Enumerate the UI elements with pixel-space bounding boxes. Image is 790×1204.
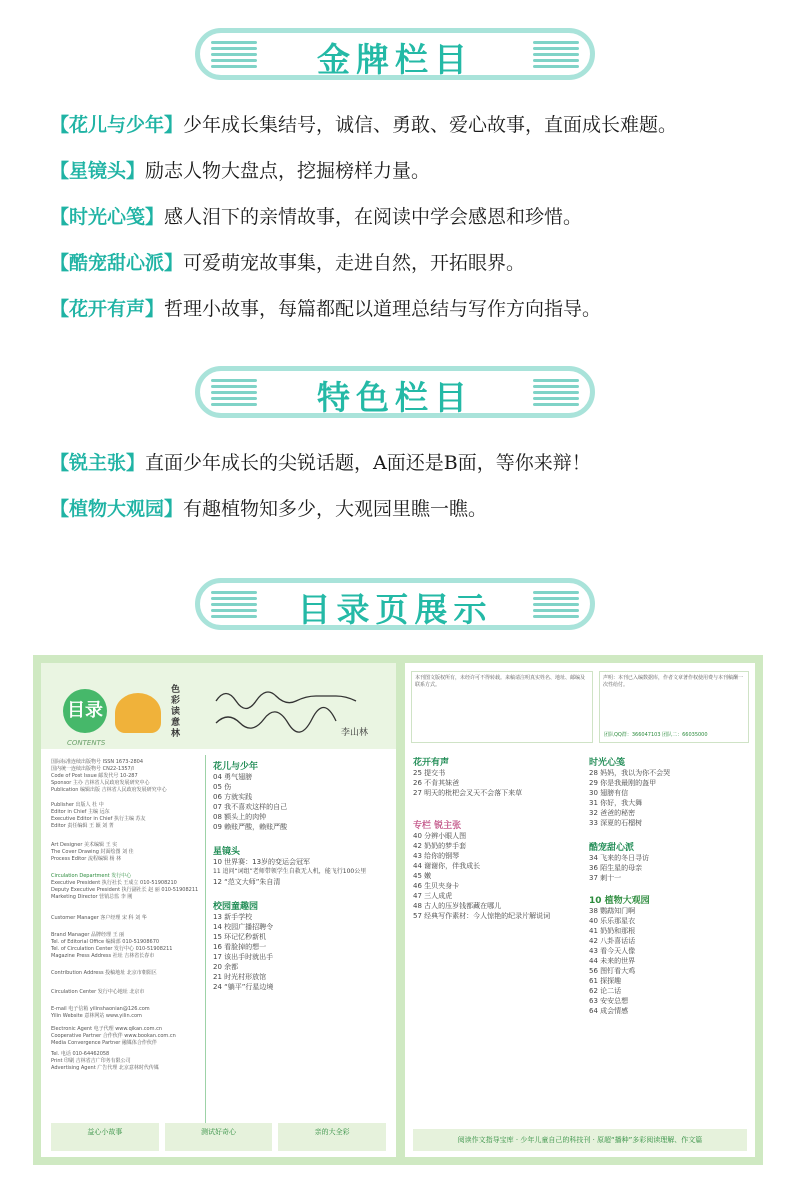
left-contents [213, 759, 391, 992]
toc-entry: 10 世界赛：13岁的变运会冠军 [213, 858, 311, 866]
toc-entry: 07 我不喜欢这样的自己 [213, 803, 288, 811]
toc-entry: 61 探探趣 [589, 977, 622, 985]
imprint-block: 国际标准连续出版物号 ISSN 1673-2804 国内统一连续出版物号 CN22-1357/I Code of Post Issue 邮发代号 10-287 Sponsor 主办 吉林省人民政府发展研究中心 Publication 编辑出版 吉林省人民政府发展研究中心 Publisher 出版人 杜 中 Editor in Chief 主编 远东 Executive Editor in Chief 执行主编 苏友 Editor 责任编辑 王 颖 刘 菁 Art Designer 美术编辑 王 实 The Cover Drawing 封面绘图 刘 佳 Process Editor 流程编辑 杨 林 Circulation Department 发行中心 Executive President 执行社长 王成立 010-51908210 Deputy Executive President 执行副社长 赵 丽 010-51908211 Marketing Director 营销总监 李 刚 Customer Manager 客户经理 宋 科 刘 华 Brand Manager 品牌经理 王 丽 Tel. of Editorial Office 编辑部 010-51908670 Tel. of Circulation Center 发行中心 010-51908211 Magazine Press Address 社址 吉林省长春市 Contribution Address 投稿地址 北京市朝阳区 Circulation Center 发行中心地址 北京市 E-mail 电子信箱 yilinshaonian@126.com Yilin Website 意林网站 www.yilin.com Electronic Agent 电子代理 www.qikan.com.cn Cooperative Partner 合作伙伴 www.bookan.com.cn Media Convergence Partner 融媒体合作伙伴 Tel. 电话 010-64462058 Print 印刷 吉林省吉广印务有限公司 Advertising Agent 广告代理 北京意林时代传媒 [51, 759, 199, 1071]
fox-illustration [115, 693, 161, 733]
toc-entry: 20 余都 [213, 963, 239, 971]
toc-entry: 44 未来的世界 [589, 957, 636, 965]
statement-box: 声明：本刊已入编数据库，作者文章著作权使用费与本刊稿酬一次性给付。 团队QQ群：366047103 团队二：66035000 [599, 671, 749, 743]
toc-entry: 45 嫩 [413, 872, 432, 880]
qq-group-label: 团队QQ群：366047103 团队二：66035000 [604, 732, 708, 738]
gold-column-row: 【花儿与少年】少年成长集结号，诚信、勇敢、爱心故事，直面成长难题。 [50, 114, 678, 136]
toc-entry: 43 看今天人像 [589, 947, 636, 955]
toc-right-page [405, 663, 755, 1157]
toc-banner [195, 578, 595, 630]
toc-entry: 63 安安总想 [589, 997, 629, 1005]
divider [205, 755, 206, 1135]
toc-entry: 42 奶奶的梦手套 [413, 842, 467, 850]
toc-entry: 32 爸爸的秘密 [589, 809, 636, 817]
right-contents-b [589, 755, 749, 1016]
feature-column-row: 【植物大观园】有趣植物知多少，大观园里瞧一瞧。 [50, 498, 488, 520]
toc-entry: 16 看脸掉的想一 [213, 943, 267, 951]
toc-entry: 41 奶奶和那根 [589, 927, 636, 935]
toc-entry: 04 勇气翅膀 [213, 773, 253, 781]
toc-entry: 43 给你的钢琴 [413, 852, 460, 860]
toc-entry: 26 不肯其妹爸 [413, 779, 460, 787]
toc-entry: 34 飞来的冬日寻访 [589, 854, 650, 862]
section-title: 酷宠甜心派 [589, 843, 635, 853]
toc-left-page [41, 663, 396, 1157]
toc-entry: 13 新手学校 [213, 913, 253, 921]
gold-column-row: 【星镜头】励志人物大盘点，挖掘榜样力量。 [50, 160, 431, 182]
toc-entry: 33 深夏的石榴树 [589, 819, 643, 827]
toc-entry: 56 图钉看大鸡 [589, 967, 636, 975]
gold-column-row: 【酷宠甜心派】可爱萌宠故事集，走进自然，开拓眼界。 [50, 252, 526, 274]
toc-entry: 27 明天的枇杷会叉天不会落下来草 [413, 789, 523, 797]
banner-title: 特色栏目 [317, 378, 473, 417]
toc-entry: 11 追问“词组”老师带领学生自救无人机，能飞行100公里 [213, 868, 367, 875]
toc-logo: 目录 [63, 689, 107, 733]
toc-entry: 57 经典写作素材：今人惊艳的纪录片解说词 [413, 912, 551, 920]
section-title: 时光心笺 [589, 758, 626, 768]
toc-entry: 40 乐乐那星衣 [589, 917, 636, 925]
section-title: 星镜头 [213, 847, 241, 857]
feature-columns-banner [195, 366, 595, 418]
feature-column-row: 【锐主张】直面少年成长的尖锐话题，A面还是B面，等你来辩！ [50, 452, 591, 474]
right-contents-a [413, 755, 581, 921]
toc-entry: 44 谢谢你，伴我成长 [413, 862, 481, 870]
section-title: 校园童趣园 [213, 902, 259, 912]
section-title: 花开有声 [413, 758, 450, 768]
toc-preview [33, 655, 763, 1165]
toc-entry: 42 八卦喜话话 [589, 937, 636, 945]
toc-entry: 24 “躺平”行星边境 [213, 983, 274, 991]
toc-entry: 37 刺十一 [589, 874, 622, 882]
toc-entry: 36 陌生星的母亲 [589, 864, 643, 872]
toc-entry: 25 提交书 [413, 769, 446, 777]
toc-entry: 06 方就实践 [213, 793, 253, 801]
banner-title: 金牌栏目 [317, 40, 473, 79]
toc-entry: 21 时光村形放馆 [213, 973, 267, 981]
toc-entry: 62 论二话 [589, 987, 622, 995]
footer-slogan: 阅读作文指导宝库 · 少年儿童自己的科技刊 · 原超“播种”多彩阅读理解、作文篇 [457, 1136, 703, 1144]
footer-box: 亲的大全彩 [278, 1123, 386, 1151]
toc-entry: 17 该出手时就出手 [213, 953, 274, 961]
notice-box: 本刊图文版权所有，未经许可不得转载。来稿请注明真实姓名、地址、邮编及联系方式。 [411, 671, 593, 743]
toc-entry: 09 赖账严酸，赖账严酸 [213, 823, 288, 831]
section-title: 专栏 锐主张 [413, 821, 462, 831]
toc-entry: 29 你是我最刚的盔甲 [589, 779, 657, 787]
left-footer [51, 1123, 386, 1151]
toc-entry: 40 分辨小眼人图 [413, 832, 467, 840]
toc-entry: 48 古人的压岁钱都藏在哪儿 [413, 902, 502, 910]
gold-columns-banner [195, 28, 595, 80]
toc-entry: 08 额头上的肉钟 [213, 813, 267, 821]
section-title: 花儿与少年 [213, 762, 259, 772]
toc-entry: 47 三人成虎 [413, 892, 453, 900]
banner-title: 目录页展示 [297, 590, 493, 629]
section-title: 10 植物大观园 [589, 896, 650, 906]
toc-logo-en: CONTENTS [67, 739, 106, 747]
toc-entry: 31 你好，我大舞 [589, 799, 643, 807]
right-footer [413, 1129, 747, 1151]
footer-box: 测试好奇心 [165, 1123, 273, 1151]
toc-entry: 30 翅膀有信 [589, 789, 629, 797]
toc-entry: 38 鹦鹉知门啊 [589, 907, 636, 915]
toc-entry: 64 成会情感 [589, 1007, 629, 1015]
gold-column-row: 【时光心笺】感人泪下的亲情故事，在阅读中学会感恩和珍惜。 [50, 206, 583, 228]
toc-entry: 12 “范文大师”朱自清 [213, 878, 281, 886]
slogan: 色彩读意林 [171, 685, 181, 739]
toc-entry: 14 校园广播招聘令 [213, 923, 274, 931]
signature-name: 李山林 [341, 728, 369, 738]
gold-column-row: 【花开有声】哲理小故事，每篇都配以道理总结与写作方向指导。 [50, 298, 602, 320]
footer-box: 益心小故事 [51, 1123, 159, 1151]
toc-entry: 28 妈妈，我以为你不会哭 [589, 769, 671, 777]
toc-entry: 46 生贝夹身卡 [413, 882, 460, 890]
toc-entry: 15 环记忆秒新机 [213, 933, 267, 941]
toc-entry: 05 伤 [213, 783, 232, 791]
